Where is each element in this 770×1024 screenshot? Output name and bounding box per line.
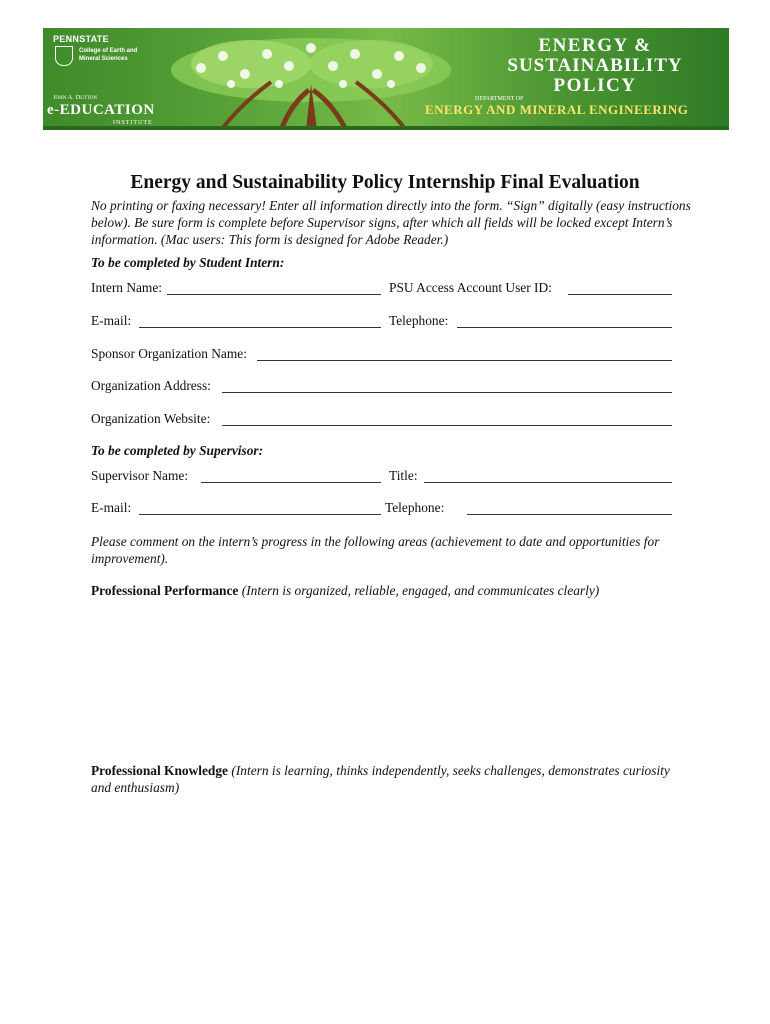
- supervisor-telephone-label: Telephone:: [385, 500, 445, 515]
- performance-label: Professional Performance: [91, 583, 239, 598]
- student-section-label: To be completed by Student Intern:: [91, 255, 285, 270]
- knowledge-section: [91, 762, 681, 796]
- supervisor-name-row: [91, 468, 691, 486]
- e-education-logo: e-EDUCATION: [47, 102, 155, 118]
- org-website-row: [91, 411, 691, 429]
- org-website-field[interactable]: [222, 425, 672, 426]
- tree-illustration: [161, 34, 461, 130]
- dept-name: ENERGY AND MINERAL ENGINEERING: [425, 102, 689, 117]
- intern-name-label: Intern Name:: [91, 280, 163, 295]
- performance-section: [91, 582, 681, 599]
- intern-contact-row: [91, 313, 691, 331]
- header-banner: [43, 28, 729, 130]
- psu-id-field[interactable]: [568, 294, 672, 295]
- knowledge-label: Professional Knowledge: [91, 763, 229, 778]
- form-title: Energy and Sustainability Policy Internship Final Evaluation: [130, 172, 640, 193]
- supervisor-contact-row: [91, 500, 691, 518]
- org-address-label: Organization Address:: [91, 378, 211, 393]
- intern-email-label: E-mail:: [91, 313, 132, 328]
- institute-label: INSTITUTE: [113, 120, 153, 126]
- sponsor-label: Sponsor Organization Name:: [91, 346, 247, 361]
- dutton-label: John A. Dutton: [53, 94, 98, 101]
- sponsor-field[interactable]: [257, 360, 672, 361]
- performance-desc: (Intern is organized, reliable, engaged, and communicates clearly): [241, 583, 600, 598]
- org-address-row: [91, 378, 691, 396]
- form-intro: No printing or faxing necessary! Enter all information directly into the form. “Sign” digitally (easy instructions below). Be sure form is complete before Supervisor signs, after which all fields will be locked except Intern’s information. (Mac users: This form is designed for Adobe Reader.): [91, 198, 691, 247]
- shield-icon: [55, 46, 73, 66]
- org-address-field[interactable]: [222, 392, 672, 393]
- supervisor-name-field[interactable]: [201, 482, 381, 483]
- supervisor-email-label: E-mail:: [91, 500, 132, 515]
- pennstate-logo: PENNSTATE: [53, 34, 109, 44]
- psu-id-label: PSU Access Account User ID:: [389, 280, 552, 295]
- intern-name-row: [91, 280, 691, 298]
- supervisor-title-field[interactable]: [424, 482, 672, 483]
- performance-comment-field[interactable]: [91, 604, 681, 754]
- intern-name-field[interactable]: [167, 294, 381, 295]
- org-website-label: Organization Website:: [91, 411, 211, 426]
- comment-prompt: Please comment on the intern’s progress in the following areas (achievement to date and opportunities for improvement).: [91, 534, 660, 566]
- dept-label: DEPARTMENT OF: [475, 96, 524, 102]
- intern-email-field[interactable]: [139, 327, 381, 328]
- college-name: College of Earth and Mineral Sciences: [79, 48, 138, 62]
- intern-telephone-label: Telephone:: [389, 313, 449, 328]
- banner-title: ENERGY & SUSTAINABILITY POLICY: [507, 35, 683, 96]
- supervisor-email-field[interactable]: [139, 514, 381, 515]
- knowledge-comment-field[interactable]: [91, 802, 681, 982]
- supervisor-section-label: To be completed by Supervisor:: [91, 443, 264, 458]
- supervisor-telephone-field[interactable]: [467, 514, 672, 515]
- knowledge-desc: (Intern is learning, thinks independently, seeks challenges, demonstrates curiosity and enthusiasm): [91, 763, 670, 795]
- banner-bar: [43, 126, 729, 130]
- supervisor-title-label: Title:: [389, 468, 418, 483]
- sponsor-row: [91, 346, 691, 364]
- supervisor-name-label: Supervisor Name:: [91, 468, 189, 483]
- intern-telephone-field[interactable]: [457, 327, 672, 328]
